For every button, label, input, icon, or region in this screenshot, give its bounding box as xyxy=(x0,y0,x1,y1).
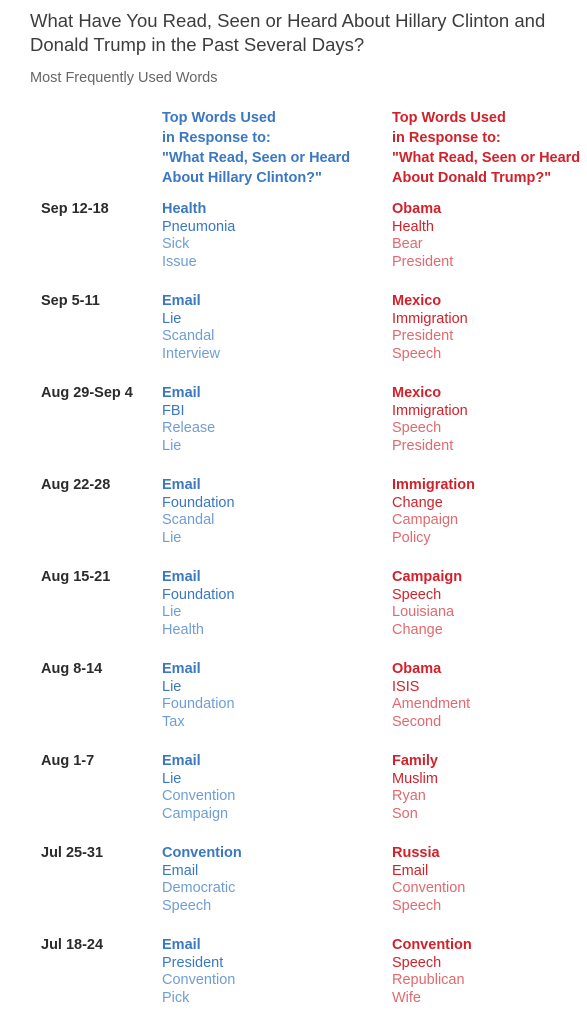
trump-word-list xyxy=(392,477,587,547)
week-date-label: Jul 18-24 xyxy=(41,937,104,953)
trump-word: Son xyxy=(392,805,418,822)
clinton-word: Foundation xyxy=(162,494,235,511)
clinton-word: Convention xyxy=(162,972,236,988)
clinton-word-list xyxy=(162,201,362,271)
week-date-label: Sep 5-11 xyxy=(41,293,100,309)
trump-word: Email xyxy=(392,862,429,879)
clinton-header-line: Top Words Used xyxy=(162,110,276,126)
trump-word: Health xyxy=(392,218,434,235)
trump-word: Family xyxy=(392,753,438,769)
clinton-word: Email xyxy=(162,293,201,309)
clinton-word-list xyxy=(162,845,362,915)
trump-word: Immigration xyxy=(392,310,468,327)
clinton-word: Pneumonia xyxy=(162,218,236,235)
week-row xyxy=(0,753,587,845)
clinton-word: Tax xyxy=(162,713,185,730)
trump-word-list xyxy=(392,845,587,915)
clinton-word: Email xyxy=(162,661,201,677)
clinton-word: Lie xyxy=(162,437,182,454)
clinton-header-line: "What Read, Seen or Heard xyxy=(162,150,351,166)
trump-word: Immigration xyxy=(392,477,475,493)
clinton-word-list xyxy=(162,569,362,639)
clinton-word: Convention xyxy=(162,845,242,861)
trump-column-header xyxy=(392,108,587,188)
clinton-word: FBI xyxy=(162,402,185,419)
clinton-word: Release xyxy=(162,420,216,436)
week-row xyxy=(0,845,587,937)
week-date-label: Sep 12-18 xyxy=(41,201,109,217)
clinton-word-list xyxy=(162,661,362,731)
trump-word: Ryan xyxy=(392,788,426,804)
week-date-label: Aug 22-28 xyxy=(41,477,111,493)
trump-word-list xyxy=(392,201,587,271)
week-date-label: Aug 15-21 xyxy=(41,569,111,585)
trump-word: Mexico xyxy=(392,293,442,309)
clinton-word: Democratic xyxy=(162,880,236,896)
week-row xyxy=(0,385,587,477)
week-date-label: Aug 29-Sep 4 xyxy=(41,385,133,401)
week-date-label: Jul 25-31 xyxy=(41,845,104,861)
clinton-word: Lie xyxy=(162,604,182,620)
trump-word: Speech xyxy=(392,897,442,914)
clinton-word-list xyxy=(162,937,362,1007)
trump-word-list xyxy=(392,385,587,455)
clinton-word: Scandal xyxy=(162,512,215,528)
clinton-word: Convention xyxy=(162,788,236,804)
clinton-word: Health xyxy=(162,621,204,638)
clinton-word: Email xyxy=(162,937,201,953)
clinton-word: Health xyxy=(162,201,207,217)
week-row xyxy=(0,569,587,661)
trump-word: Bear xyxy=(392,236,423,252)
clinton-word: Email xyxy=(162,385,201,401)
trump-word: President xyxy=(392,437,454,454)
trump-header-line: Top Words Used xyxy=(392,110,506,126)
trump-word: Speech xyxy=(392,954,442,971)
trump-header-line: About Donald Trump?" xyxy=(392,170,552,186)
trump-word: President xyxy=(392,253,454,270)
clinton-word-list xyxy=(162,293,362,363)
trump-word: Speech xyxy=(392,345,442,362)
clinton-word-list xyxy=(162,753,362,823)
figure-subtitle: Most Frequently Used Words xyxy=(30,70,218,86)
clinton-word: Email xyxy=(162,569,201,585)
week-row xyxy=(0,293,587,385)
clinton-word: Issue xyxy=(162,253,197,270)
clinton-word: Email xyxy=(162,862,199,879)
trump-word: ISIS xyxy=(392,678,420,695)
clinton-header-line: About Hillary Clinton?" xyxy=(162,170,322,186)
week-row xyxy=(0,661,587,753)
clinton-word: Sick xyxy=(162,236,190,252)
trump-word: Change xyxy=(392,494,443,511)
trump-word: Mexico xyxy=(392,385,442,401)
trump-word: Louisiana xyxy=(392,604,455,620)
trump-word: Convention xyxy=(392,937,472,953)
figure-title: What Have You Read, Seen or Heard About Hillary Clinton and Donald Trump in the Past Several Days? xyxy=(30,10,546,55)
clinton-header-line: in Response to: xyxy=(162,130,271,146)
week-row xyxy=(0,937,587,1029)
clinton-word: Email xyxy=(162,753,201,769)
trump-word-list xyxy=(392,937,587,1007)
trump-word: Convention xyxy=(392,880,466,896)
week-date-label: Aug 8-14 xyxy=(41,661,103,677)
clinton-word: Lie xyxy=(162,770,182,787)
trump-word: Wife xyxy=(392,989,421,1006)
trump-word-list xyxy=(392,293,587,363)
clinton-word: Interview xyxy=(162,345,221,362)
trump-word-list xyxy=(392,569,587,639)
trump-word: President xyxy=(392,328,454,344)
trump-word: Obama xyxy=(392,661,442,677)
clinton-word: Lie xyxy=(162,529,182,546)
clinton-word-list xyxy=(162,477,362,547)
trump-word: Campaign xyxy=(392,569,463,585)
trump-header-line: in Response to: xyxy=(392,130,501,146)
trump-word-list xyxy=(392,661,587,731)
trump-word: Policy xyxy=(392,529,431,546)
trump-word: Russia xyxy=(392,845,440,861)
clinton-word: Pick xyxy=(162,989,190,1006)
clinton-word: Scandal xyxy=(162,328,215,344)
clinton-word: Foundation xyxy=(162,696,235,712)
trump-word: Muslim xyxy=(392,770,438,787)
clinton-word: Speech xyxy=(162,897,212,914)
trump-word: Obama xyxy=(392,201,442,217)
trump-word: Amendment xyxy=(392,696,471,712)
clinton-word: Email xyxy=(162,477,201,493)
clinton-word: President xyxy=(162,954,224,971)
week-date-label: Aug 1-7 xyxy=(41,753,95,769)
clinton-word: Lie xyxy=(162,310,182,327)
trump-header-line: "What Read, Seen or Heard xyxy=(392,150,581,166)
trump-word: Speech xyxy=(392,586,442,603)
clinton-word-list xyxy=(162,385,362,455)
trump-word: Change xyxy=(392,621,443,638)
weekly-rows xyxy=(0,201,587,1029)
clinton-word: Lie xyxy=(162,678,182,695)
trump-word: Campaign xyxy=(392,512,459,528)
week-row xyxy=(0,477,587,569)
week-row xyxy=(0,201,587,293)
clinton-word: Campaign xyxy=(162,805,229,822)
trump-word: Second xyxy=(392,713,442,730)
trump-word: Immigration xyxy=(392,402,468,419)
clinton-word: Foundation xyxy=(162,586,235,603)
trump-word: Speech xyxy=(392,420,442,436)
clinton-column-header xyxy=(162,108,372,188)
trump-word-list xyxy=(392,753,587,823)
trump-word: Republican xyxy=(392,972,465,988)
